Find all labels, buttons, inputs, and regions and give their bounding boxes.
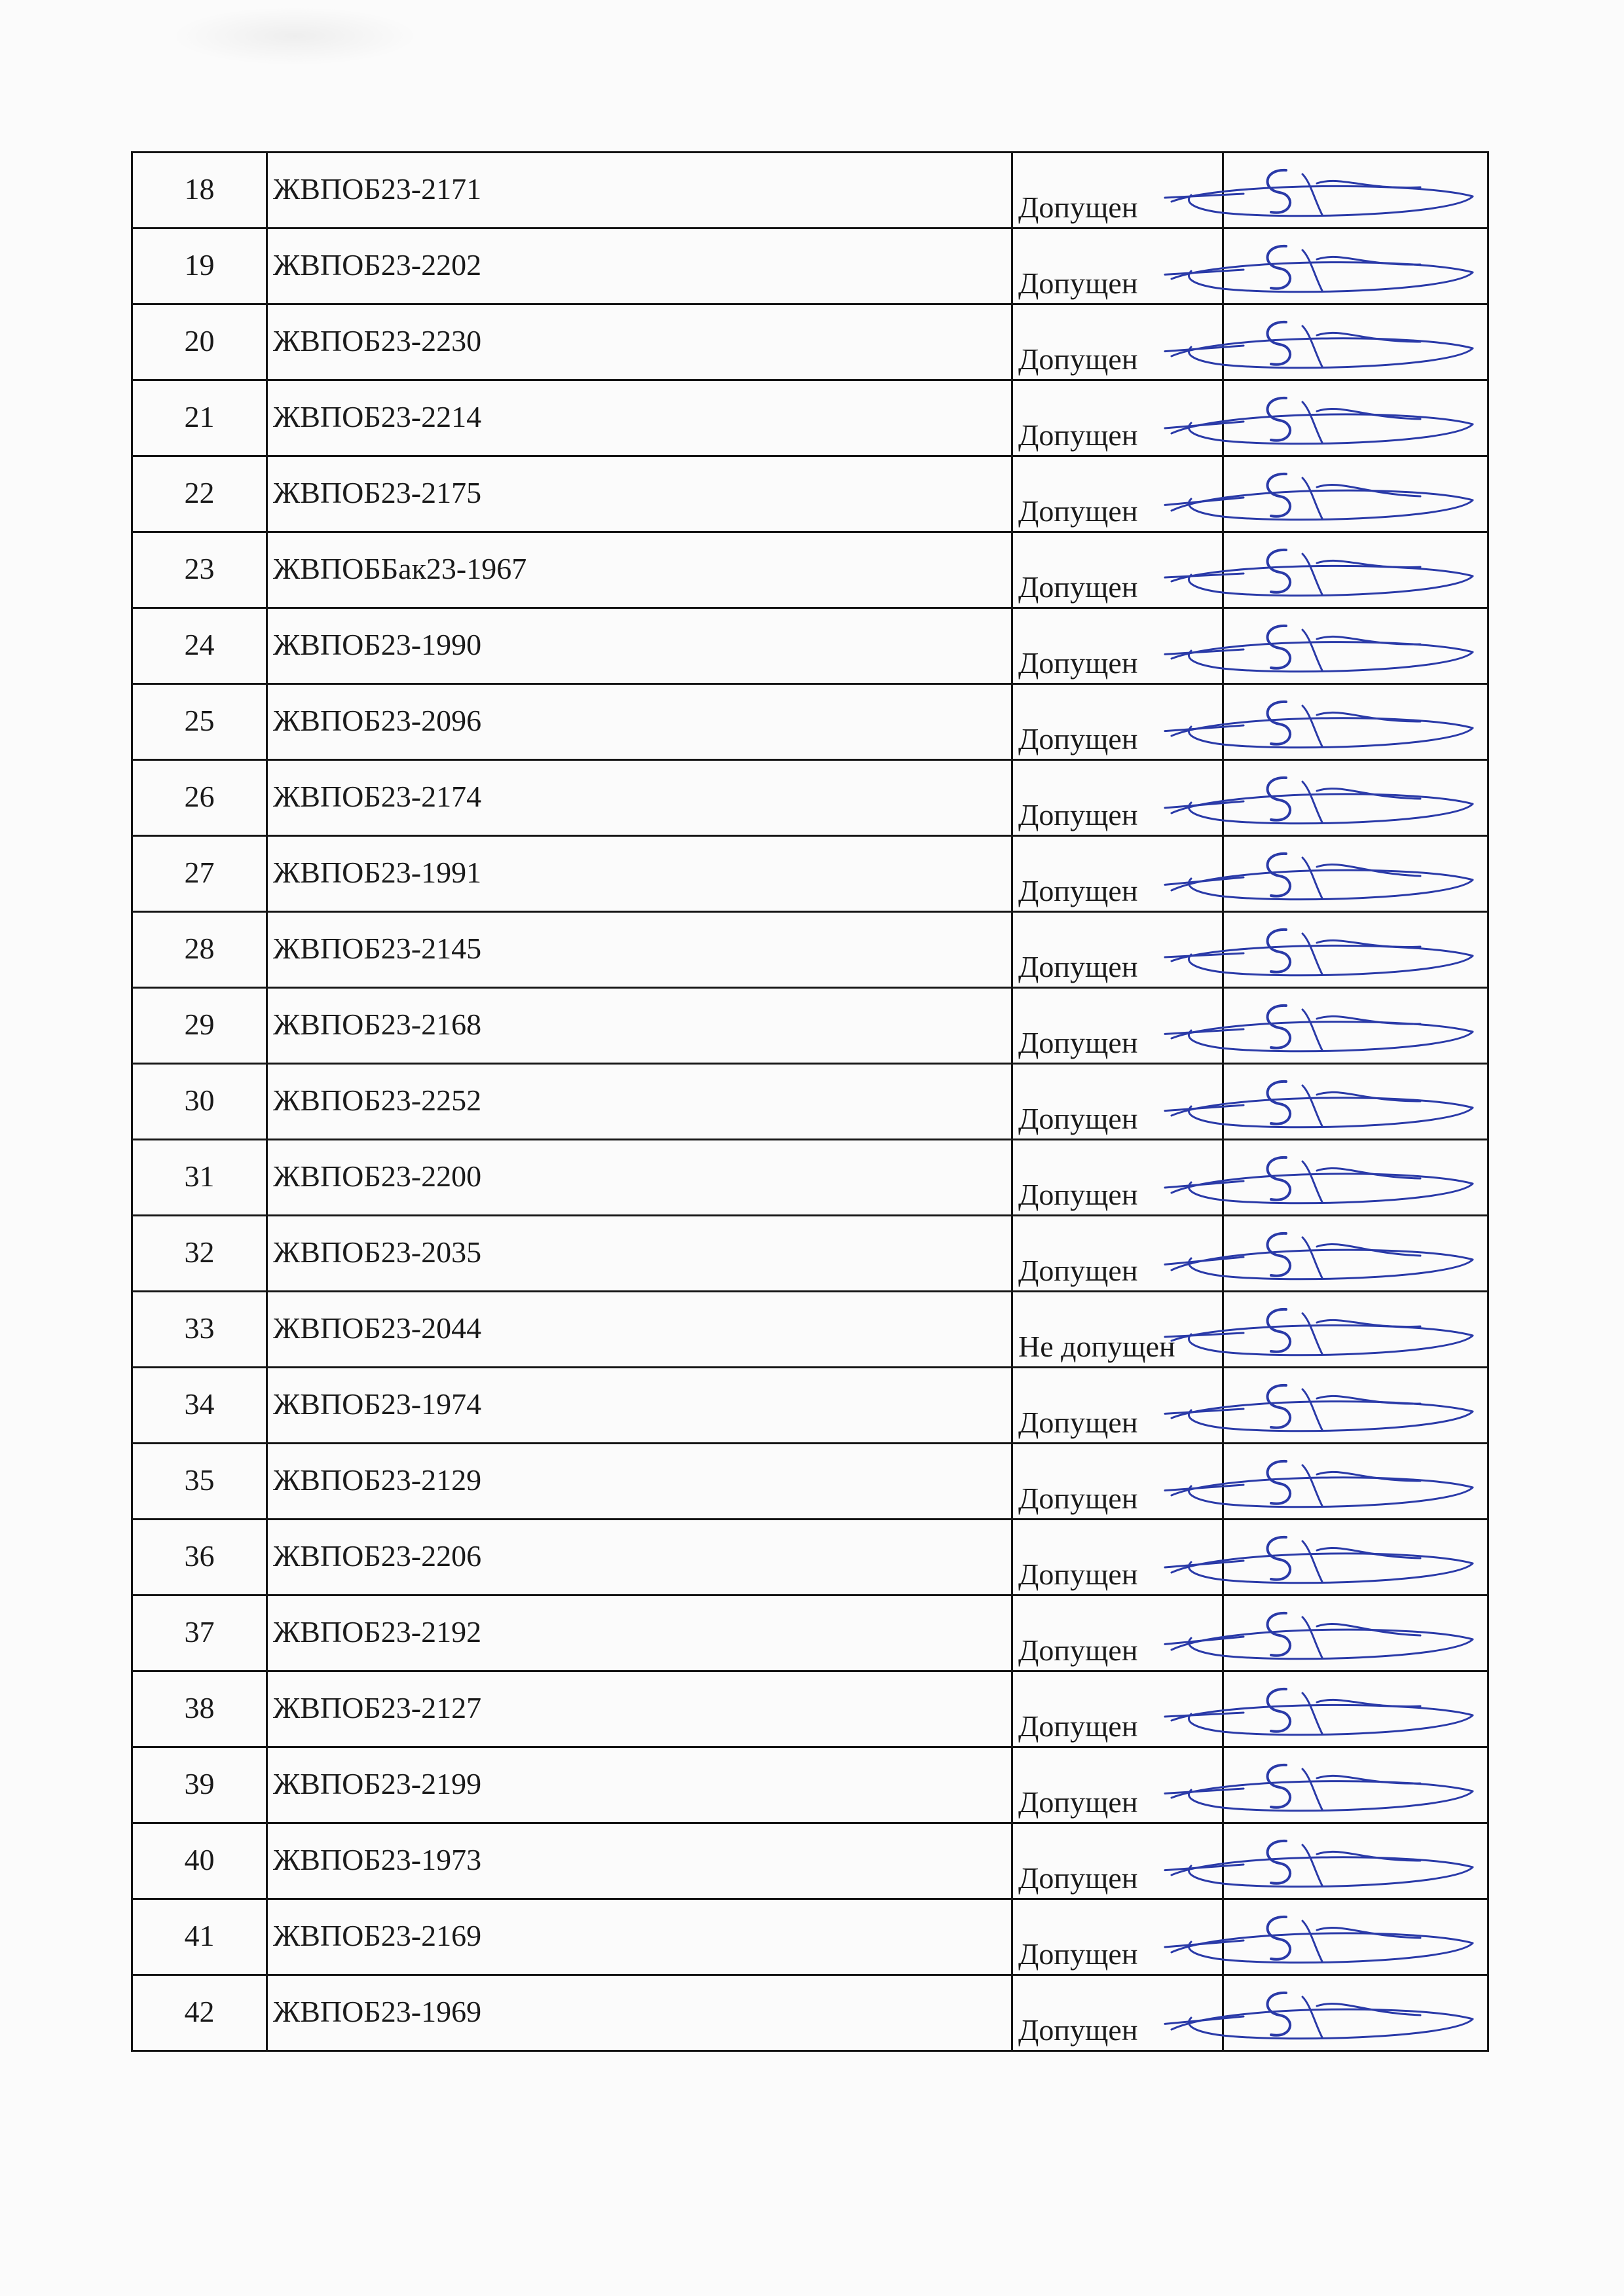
admission-status: Допущен <box>1018 1406 1138 1439</box>
signature-stroke <box>1165 1941 1244 1947</box>
row-number: 38 <box>184 1691 215 1724</box>
student-code: ЖВПОБ23-2171 <box>273 172 482 206</box>
signature-icon <box>1145 1447 1486 1519</box>
signature-cell <box>1223 456 1488 532</box>
student-code-cell <box>267 1064 1012 1140</box>
signature-stroke <box>1172 1402 1473 1431</box>
student-code: ЖВПОБ23-2200 <box>273 1159 482 1193</box>
table-row <box>132 456 1488 532</box>
signature-stroke <box>1268 1765 1291 1808</box>
signature-stroke <box>1302 1465 1322 1506</box>
table-row <box>132 1747 1488 1823</box>
row-number-cell <box>132 1520 267 1595</box>
signature-icon <box>1145 1599 1486 1671</box>
student-code: ЖВПОБ23-1973 <box>273 1843 482 1876</box>
signature-stroke <box>1172 490 1473 520</box>
row-number: 32 <box>184 1235 215 1269</box>
signature-stroke <box>1317 333 1420 342</box>
signature-icon <box>1145 687 1486 759</box>
student-code: ЖВПОБ23-2199 <box>273 1767 482 1800</box>
student-code-cell <box>267 1899 1012 1975</box>
row-number: 39 <box>184 1767 215 1800</box>
signature-stroke <box>1302 250 1322 291</box>
admission-status: Допущен <box>1018 1102 1138 1135</box>
row-number: 28 <box>184 932 215 965</box>
signature-stroke <box>1302 1010 1322 1050</box>
signature-stroke <box>1165 877 1244 884</box>
signature-cell <box>1223 380 1488 456</box>
signature-cell <box>1223 1975 1488 2051</box>
student-code: ЖВПОБ23-2168 <box>273 1008 482 1041</box>
signature-icon <box>1145 1903 1486 1975</box>
signature-stroke <box>1268 1385 1291 1428</box>
signature-cell <box>1223 1747 1488 1823</box>
signature-stroke <box>1302 1085 1322 1126</box>
signature-cell <box>1223 1823 1488 1899</box>
row-number-cell <box>132 1368 267 1444</box>
signature-cell <box>1223 836 1488 912</box>
row-number-cell <box>132 1747 267 1823</box>
student-code-cell <box>267 304 1012 380</box>
signature-stroke <box>1302 1161 1322 1202</box>
student-code-cell <box>267 1140 1012 1216</box>
student-code: ЖВПОБ23-1990 <box>273 628 482 661</box>
student-code: ЖВПОБ23-2127 <box>273 1691 482 1724</box>
student-code: ЖВПОБ23-2129 <box>273 1463 482 1497</box>
student-code-cell <box>267 1520 1012 1595</box>
signature-stroke <box>1172 718 1473 748</box>
student-code: ЖВПОБ23-2230 <box>273 324 482 357</box>
signature-stroke <box>1172 794 1473 824</box>
signature-stroke <box>1172 414 1473 444</box>
signature-stroke <box>1172 1781 1473 1811</box>
row-number: 23 <box>184 552 215 585</box>
admission-status: Допущен <box>1018 1178 1138 1211</box>
student-code-cell <box>267 1216 1012 1292</box>
admission-status: Допущен <box>1018 1937 1138 1971</box>
row-number: 29 <box>184 1008 215 1041</box>
signature-stroke <box>1302 1845 1322 1886</box>
row-number-cell <box>132 1823 267 1899</box>
admission-status: Допущен <box>1018 646 1138 680</box>
signature-stroke <box>1172 2009 1473 2039</box>
signature-stroke <box>1268 1461 1291 1504</box>
row-number-cell <box>132 456 267 532</box>
table-row <box>132 1064 1488 1140</box>
student-code: ЖВПОБ23-1969 <box>273 1995 482 2028</box>
signature-stroke <box>1165 1561 1244 1567</box>
signature-cell <box>1223 1368 1488 1444</box>
student-code: ЖВПОБ23-1991 <box>273 856 482 889</box>
signature-stroke <box>1172 1478 1473 1507</box>
table-row <box>132 304 1488 380</box>
signature-icon <box>1145 1371 1486 1443</box>
signature-stroke <box>1268 1157 1291 1200</box>
admission-status: Допущен <box>1018 722 1138 756</box>
signature-icon <box>1145 1827 1486 1899</box>
admission-status: Допущен <box>1018 1482 1138 1515</box>
signature-icon <box>1145 156 1486 228</box>
signature-stroke <box>1302 1997 1322 2037</box>
table-row <box>132 532 1488 608</box>
signature-stroke <box>1302 1389 1322 1430</box>
table-row <box>132 608 1488 684</box>
student-code: ЖВПОБ23-2169 <box>273 1919 482 1952</box>
student-code-cell <box>267 836 1012 912</box>
signature-icon <box>1145 991 1486 1063</box>
signature-stroke <box>1268 474 1291 517</box>
signature-cell <box>1223 304 1488 380</box>
row-number-cell <box>132 1140 267 1216</box>
row-number-cell <box>132 1899 267 1975</box>
signature-icon <box>1145 536 1486 608</box>
scan-shadow <box>170 7 419 65</box>
row-number-cell <box>132 153 267 228</box>
signature-cell <box>1223 988 1488 1064</box>
signature-stroke <box>1302 554 1322 594</box>
signature-stroke <box>1172 945 1473 975</box>
row-number-cell <box>132 912 267 988</box>
signature-cell <box>1223 1595 1488 1671</box>
row-number: 35 <box>184 1463 215 1497</box>
signature-stroke <box>1302 1313 1322 1354</box>
table-row <box>132 228 1488 304</box>
register-table <box>131 151 1489 2052</box>
table-row <box>132 1216 1488 1292</box>
row-number-cell <box>132 684 267 760</box>
admission-status: Допущен <box>1018 1861 1138 1895</box>
admission-status: Допущен <box>1018 418 1138 452</box>
row-number: 22 <box>184 476 215 509</box>
row-number: 26 <box>184 780 215 813</box>
row-number: 18 <box>184 172 215 206</box>
student-code: ЖВПОБ23-2044 <box>273 1311 482 1345</box>
signature-cell <box>1223 532 1488 608</box>
admission-status: Допущен <box>1018 950 1138 983</box>
signature-icon <box>1145 1143 1486 1215</box>
signature-stroke <box>1268 1841 1291 1884</box>
signature-stroke <box>1165 1257 1244 1264</box>
signature-stroke <box>1268 1689 1291 1732</box>
table-row <box>132 684 1488 760</box>
signature-cell <box>1223 912 1488 988</box>
student-code-cell <box>267 1747 1012 1823</box>
row-number-cell <box>132 1975 267 2051</box>
row-number-cell <box>132 760 267 836</box>
table-row <box>132 1671 1488 1747</box>
student-code-cell <box>267 1368 1012 1444</box>
signature-stroke <box>1172 1554 1473 1583</box>
row-number-cell <box>132 1216 267 1292</box>
student-code-cell <box>267 912 1012 988</box>
signature-stroke <box>1302 706 1322 746</box>
student-code: ЖВПОБ23-2175 <box>273 476 482 509</box>
signature-stroke <box>1172 1933 1473 1963</box>
signature-stroke <box>1302 858 1322 898</box>
row-number: 37 <box>184 1615 215 1649</box>
student-code-cell <box>267 1975 1012 2051</box>
signature-icon <box>1145 1067 1486 1139</box>
signature-stroke <box>1302 478 1322 519</box>
signature-stroke <box>1172 338 1473 368</box>
admission-status: Допущен <box>1018 494 1138 528</box>
signature-stroke <box>1302 1769 1322 1810</box>
signature-stroke <box>1268 626 1291 668</box>
row-number: 42 <box>184 1995 215 2028</box>
row-number-cell <box>132 1064 267 1140</box>
signature-stroke <box>1268 550 1291 592</box>
student-code-cell <box>267 988 1012 1064</box>
student-code-cell <box>267 1595 1012 1671</box>
admission-status: Допущен <box>1018 1633 1138 1667</box>
signature-icon <box>1145 1219 1486 1291</box>
admission-status: Допущен <box>1018 1026 1138 1059</box>
signature-cell <box>1223 1520 1488 1595</box>
signature-stroke <box>1172 1022 1473 1051</box>
table-row <box>132 760 1488 836</box>
signature-stroke <box>1302 1237 1322 1278</box>
student-code: ЖВПОБ23-2252 <box>273 1084 482 1117</box>
admission-status: Допущен <box>1018 570 1138 604</box>
signature-stroke <box>1317 1092 1420 1101</box>
signature-stroke <box>1302 1617 1322 1658</box>
student-code-cell <box>267 532 1012 608</box>
student-code-cell <box>267 1823 1012 1899</box>
signature-stroke <box>1302 934 1322 974</box>
row-number-cell <box>132 836 267 912</box>
signature-stroke <box>1165 2016 1244 2024</box>
signature-icon <box>1145 384 1486 456</box>
table-row <box>132 1140 1488 1216</box>
row-number-cell <box>132 1292 267 1368</box>
signature-stroke <box>1172 1630 1473 1659</box>
signature-stroke <box>1268 398 1291 441</box>
signature-stroke <box>1172 1174 1473 1203</box>
signature-stroke <box>1302 402 1322 443</box>
signature-stroke <box>1172 642 1473 672</box>
student-code: ЖВПОБ23-2202 <box>273 248 482 282</box>
row-number: 31 <box>184 1159 215 1193</box>
table-row <box>132 1823 1488 1899</box>
signature-icon <box>1145 611 1486 683</box>
admission-status: Допущен <box>1018 1709 1138 1743</box>
signature-stroke <box>1172 1857 1473 1887</box>
student-code: ЖВПОБ23-2145 <box>273 932 482 965</box>
student-code: ЖВПОБ23-2035 <box>273 1235 482 1269</box>
signature-icon <box>1145 763 1486 835</box>
student-code-cell <box>267 760 1012 836</box>
signature-icon <box>1145 1751 1486 1823</box>
row-number-cell <box>132 380 267 456</box>
signature-stroke <box>1268 930 1291 972</box>
signature-stroke <box>1172 870 1473 900</box>
student-code: ЖВПОБ23-2174 <box>273 780 482 813</box>
table-row <box>132 1368 1488 1444</box>
row-number: 30 <box>184 1084 215 1117</box>
row-number: 40 <box>184 1843 215 1876</box>
signature-stroke <box>1317 1472 1420 1481</box>
row-number-cell <box>132 1671 267 1747</box>
table-row <box>132 1292 1488 1368</box>
signature-icon <box>1145 1295 1486 1367</box>
signature-stroke <box>1268 246 1291 289</box>
signature-stroke <box>1268 170 1291 213</box>
signature-stroke <box>1302 326 1322 367</box>
row-number-cell <box>132 532 267 608</box>
signature-cell <box>1223 1671 1488 1747</box>
table-row <box>132 836 1488 912</box>
table-row <box>132 380 1488 456</box>
signature-icon <box>1145 308 1486 380</box>
student-code: ЖВПОБ23-2096 <box>273 704 482 737</box>
table-row <box>132 1595 1488 1671</box>
signature-cell <box>1223 1140 1488 1216</box>
admission-status: Допущен <box>1018 342 1138 376</box>
signature-icon <box>1145 1523 1486 1595</box>
row-number-cell <box>132 304 267 380</box>
row-number: 25 <box>184 704 215 737</box>
student-code-cell <box>267 228 1012 304</box>
student-code: ЖВПОБ23-2214 <box>273 400 482 433</box>
student-code-cell <box>267 456 1012 532</box>
table-row <box>132 988 1488 1064</box>
admission-status: Допущен <box>1018 2013 1138 2047</box>
signature-stroke <box>1268 1613 1291 1656</box>
row-number: 41 <box>184 1919 215 1952</box>
signature-stroke <box>1172 186 1473 215</box>
signature-stroke <box>1165 1637 1244 1644</box>
signature-icon <box>1145 1978 1486 2050</box>
signature-cell <box>1223 1216 1488 1292</box>
signature-stroke <box>1268 1917 1291 1959</box>
signature-cell <box>1223 1064 1488 1140</box>
row-number-cell <box>132 1595 267 1671</box>
signature-stroke <box>1165 422 1244 428</box>
student-code-cell <box>267 380 1012 456</box>
student-code: ЖВПОБ23-1974 <box>273 1387 482 1421</box>
student-code: ЖВПОББак23-1967 <box>273 552 527 585</box>
admission-status: Допущен <box>1018 798 1138 831</box>
register-body <box>132 153 1488 2051</box>
signature-icon <box>1145 839 1486 911</box>
student-code-cell <box>267 153 1012 228</box>
signature-icon <box>1145 232 1486 304</box>
admission-status: Допущен <box>1018 191 1138 224</box>
signature-stroke <box>1165 1181 1244 1188</box>
signature-stroke <box>1268 854 1291 896</box>
row-number: 24 <box>184 628 215 661</box>
row-number: 21 <box>184 400 215 433</box>
signature-icon <box>1145 915 1486 987</box>
admission-status: Допущен <box>1018 1254 1138 1287</box>
signature-cell <box>1223 153 1488 228</box>
signature-stroke <box>1302 1541 1322 1582</box>
signature-stroke <box>1302 1921 1322 1961</box>
signature-stroke <box>1165 801 1244 808</box>
signature-stroke <box>1268 1993 1291 2035</box>
signature-cell <box>1223 1444 1488 1520</box>
row-number-cell <box>132 228 267 304</box>
signature-stroke <box>1172 1098 1473 1127</box>
row-number: 20 <box>184 324 215 357</box>
signature-stroke <box>1268 702 1291 744</box>
table-row <box>132 1899 1488 1975</box>
signature-stroke <box>1268 778 1291 820</box>
admission-status: Не допущен <box>1018 1330 1175 1363</box>
table-row <box>132 1520 1488 1595</box>
signature-cell <box>1223 228 1488 304</box>
signature-stroke <box>1302 782 1322 822</box>
student-code-cell <box>267 1444 1012 1520</box>
student-code: ЖВПОБ23-2206 <box>273 1539 482 1573</box>
table-row <box>132 1975 1488 2051</box>
admission-status: Допущен <box>1018 874 1138 907</box>
signature-stroke <box>1268 1233 1291 1276</box>
row-number-cell <box>132 1444 267 1520</box>
signature-cell <box>1223 1899 1488 1975</box>
student-code: ЖВПОБ23-2192 <box>273 1615 482 1649</box>
admission-status: Допущен <box>1018 266 1138 300</box>
signature-icon <box>1145 460 1486 532</box>
admission-status: Допущен <box>1018 1785 1138 1819</box>
signature-cell <box>1223 760 1488 836</box>
table-row <box>132 153 1488 228</box>
signature-stroke <box>1268 322 1291 365</box>
signature-cell <box>1223 608 1488 684</box>
signature-stroke <box>1317 712 1420 721</box>
signature-cell <box>1223 1292 1488 1368</box>
row-number-cell <box>132 988 267 1064</box>
student-code-cell <box>267 608 1012 684</box>
table-row <box>132 1444 1488 1520</box>
signature-stroke <box>1268 1082 1291 1124</box>
signature-stroke <box>1172 1325 1473 1355</box>
signature-icon <box>1145 1675 1486 1747</box>
student-code-cell <box>267 1292 1012 1368</box>
row-number: 34 <box>184 1387 215 1421</box>
signature-stroke <box>1302 630 1322 670</box>
signature-stroke <box>1302 174 1322 215</box>
signature-stroke <box>1172 566 1473 595</box>
signature-stroke <box>1268 1006 1291 1048</box>
signature-stroke <box>1172 1705 1473 1734</box>
row-number-cell <box>132 608 267 684</box>
signature-stroke <box>1165 498 1244 505</box>
admission-status: Допущен <box>1018 1558 1138 1591</box>
student-code-cell <box>267 1671 1012 1747</box>
signature-stroke <box>1172 1250 1473 1279</box>
row-number: 36 <box>184 1539 215 1573</box>
row-number: 33 <box>184 1311 215 1345</box>
student-code-cell <box>267 684 1012 760</box>
signature-stroke <box>1302 1693 1322 1734</box>
row-number: 27 <box>184 856 215 889</box>
signature-stroke <box>1317 1851 1420 1861</box>
signature-stroke <box>1172 263 1473 292</box>
signature-cell <box>1223 684 1488 760</box>
signature-stroke <box>1268 1309 1291 1352</box>
table-row <box>132 912 1488 988</box>
row-number: 19 <box>184 248 215 282</box>
signature-stroke <box>1268 1537 1291 1580</box>
